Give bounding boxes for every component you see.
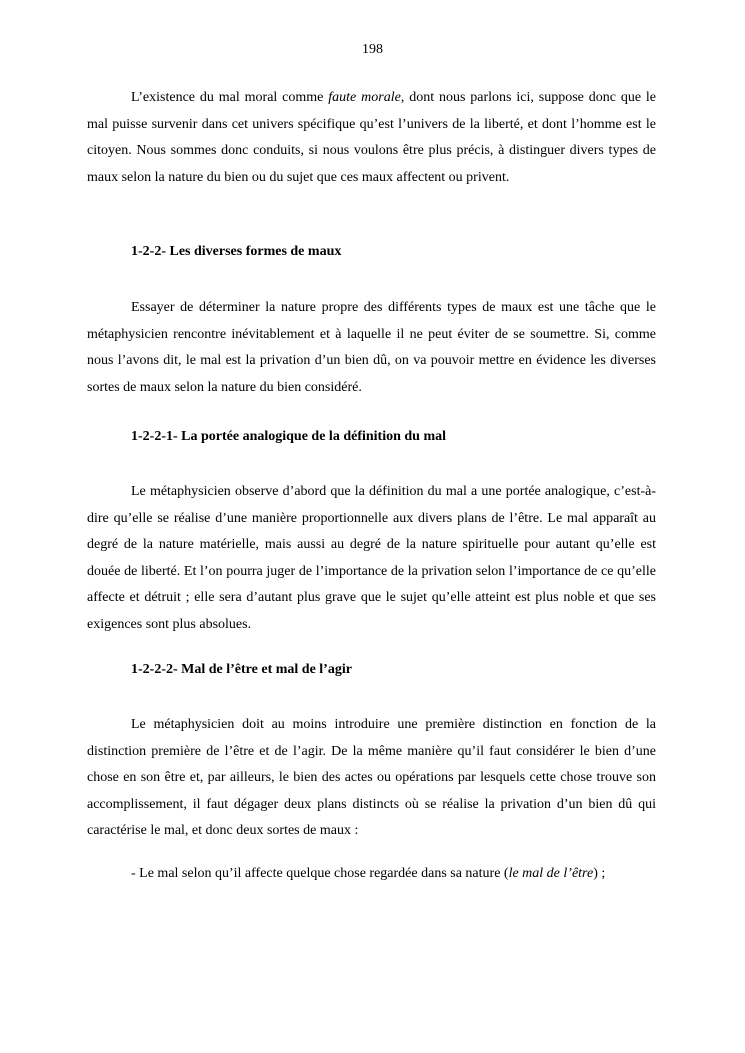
page-number: 198	[362, 42, 383, 57]
list-item	[131, 866, 605, 882]
paragraph-portee-analogique: Le métaphysicien observe d’abord que la définition du mal a une portée analogique, c’est-à-dire qu’elle se réalise d’une manière proportionnelle aux divers plans de l’être. Le mal apparaît au degré de la nature matérielle, mais aussi au degré de la nature spirituelle pour autant qu’elle est douée de liberté. Et l’on pourra juger de l’importance de la privation selon l’importance de ce qu’elle affecte et détruit ; elle sera d’autant plus grave que le sujet qu’elle atteint est plus noble et que ses exigences sont plus absolues.	[87, 484, 656, 632]
italic-term: faute morale	[328, 90, 401, 105]
section-heading: 1-2-2- Les diverses formes de maux	[131, 244, 342, 259]
list-item-text: ) ;	[593, 866, 606, 881]
subsection-heading: 1-2-2-2- Mal de l’être et mal de l’agir	[131, 662, 352, 677]
paragraph-text: , dont nous parlons ici, suppose donc que le mal puisse survenir dans cet univers spécifique qu’est l’univers de la liberté, et dont l’homme est le citoyen. Nous sommes donc conduits, si nous voulons être plus précis, à distinguer divers types de maux selon la nature du bien ou du sujet que ces maux affectent ou privent.	[87, 90, 657, 185]
italic-term: le mal de l’être	[508, 866, 594, 881]
paragraph-text: L’existence du mal moral comme	[131, 90, 329, 105]
subsection-heading: 1-2-2-1- La portée analogique de la définition du mal	[131, 429, 447, 444]
list-item-text: - Le mal selon qu’il affecte quelque chose regardée dans sa nature (	[131, 866, 509, 881]
paragraph-mal-moral	[87, 85, 656, 191]
paragraph-types-de-maux: Essayer de déterminer la nature propre des différents types de maux est une tâche que le métaphysicien rencontre inévitablement et à laquelle il ne peut éviter de se soumettre. Si, comme nous l’avons dit, le mal est la privation d’un bien dû, on va pouvoir mettre en évidence les diverses sortes de maux selon la nature du bien considéré.	[87, 300, 656, 395]
paragraph-etre-agir: Le métaphysicien doit au moins introduire une première distinction en fonction de la distinction première de l’être et de l’agir. De la même manière qu’il faut considérer le bien d’une chose en son être et, par ailleurs, le bien des actes ou opérations par lesquels cette chose trouve son accomplissement, il faut dégager deux plans distincts où se réalise la privation d’un bien dû qui caractérise le mal, et donc deux sortes de maux :	[87, 717, 656, 838]
